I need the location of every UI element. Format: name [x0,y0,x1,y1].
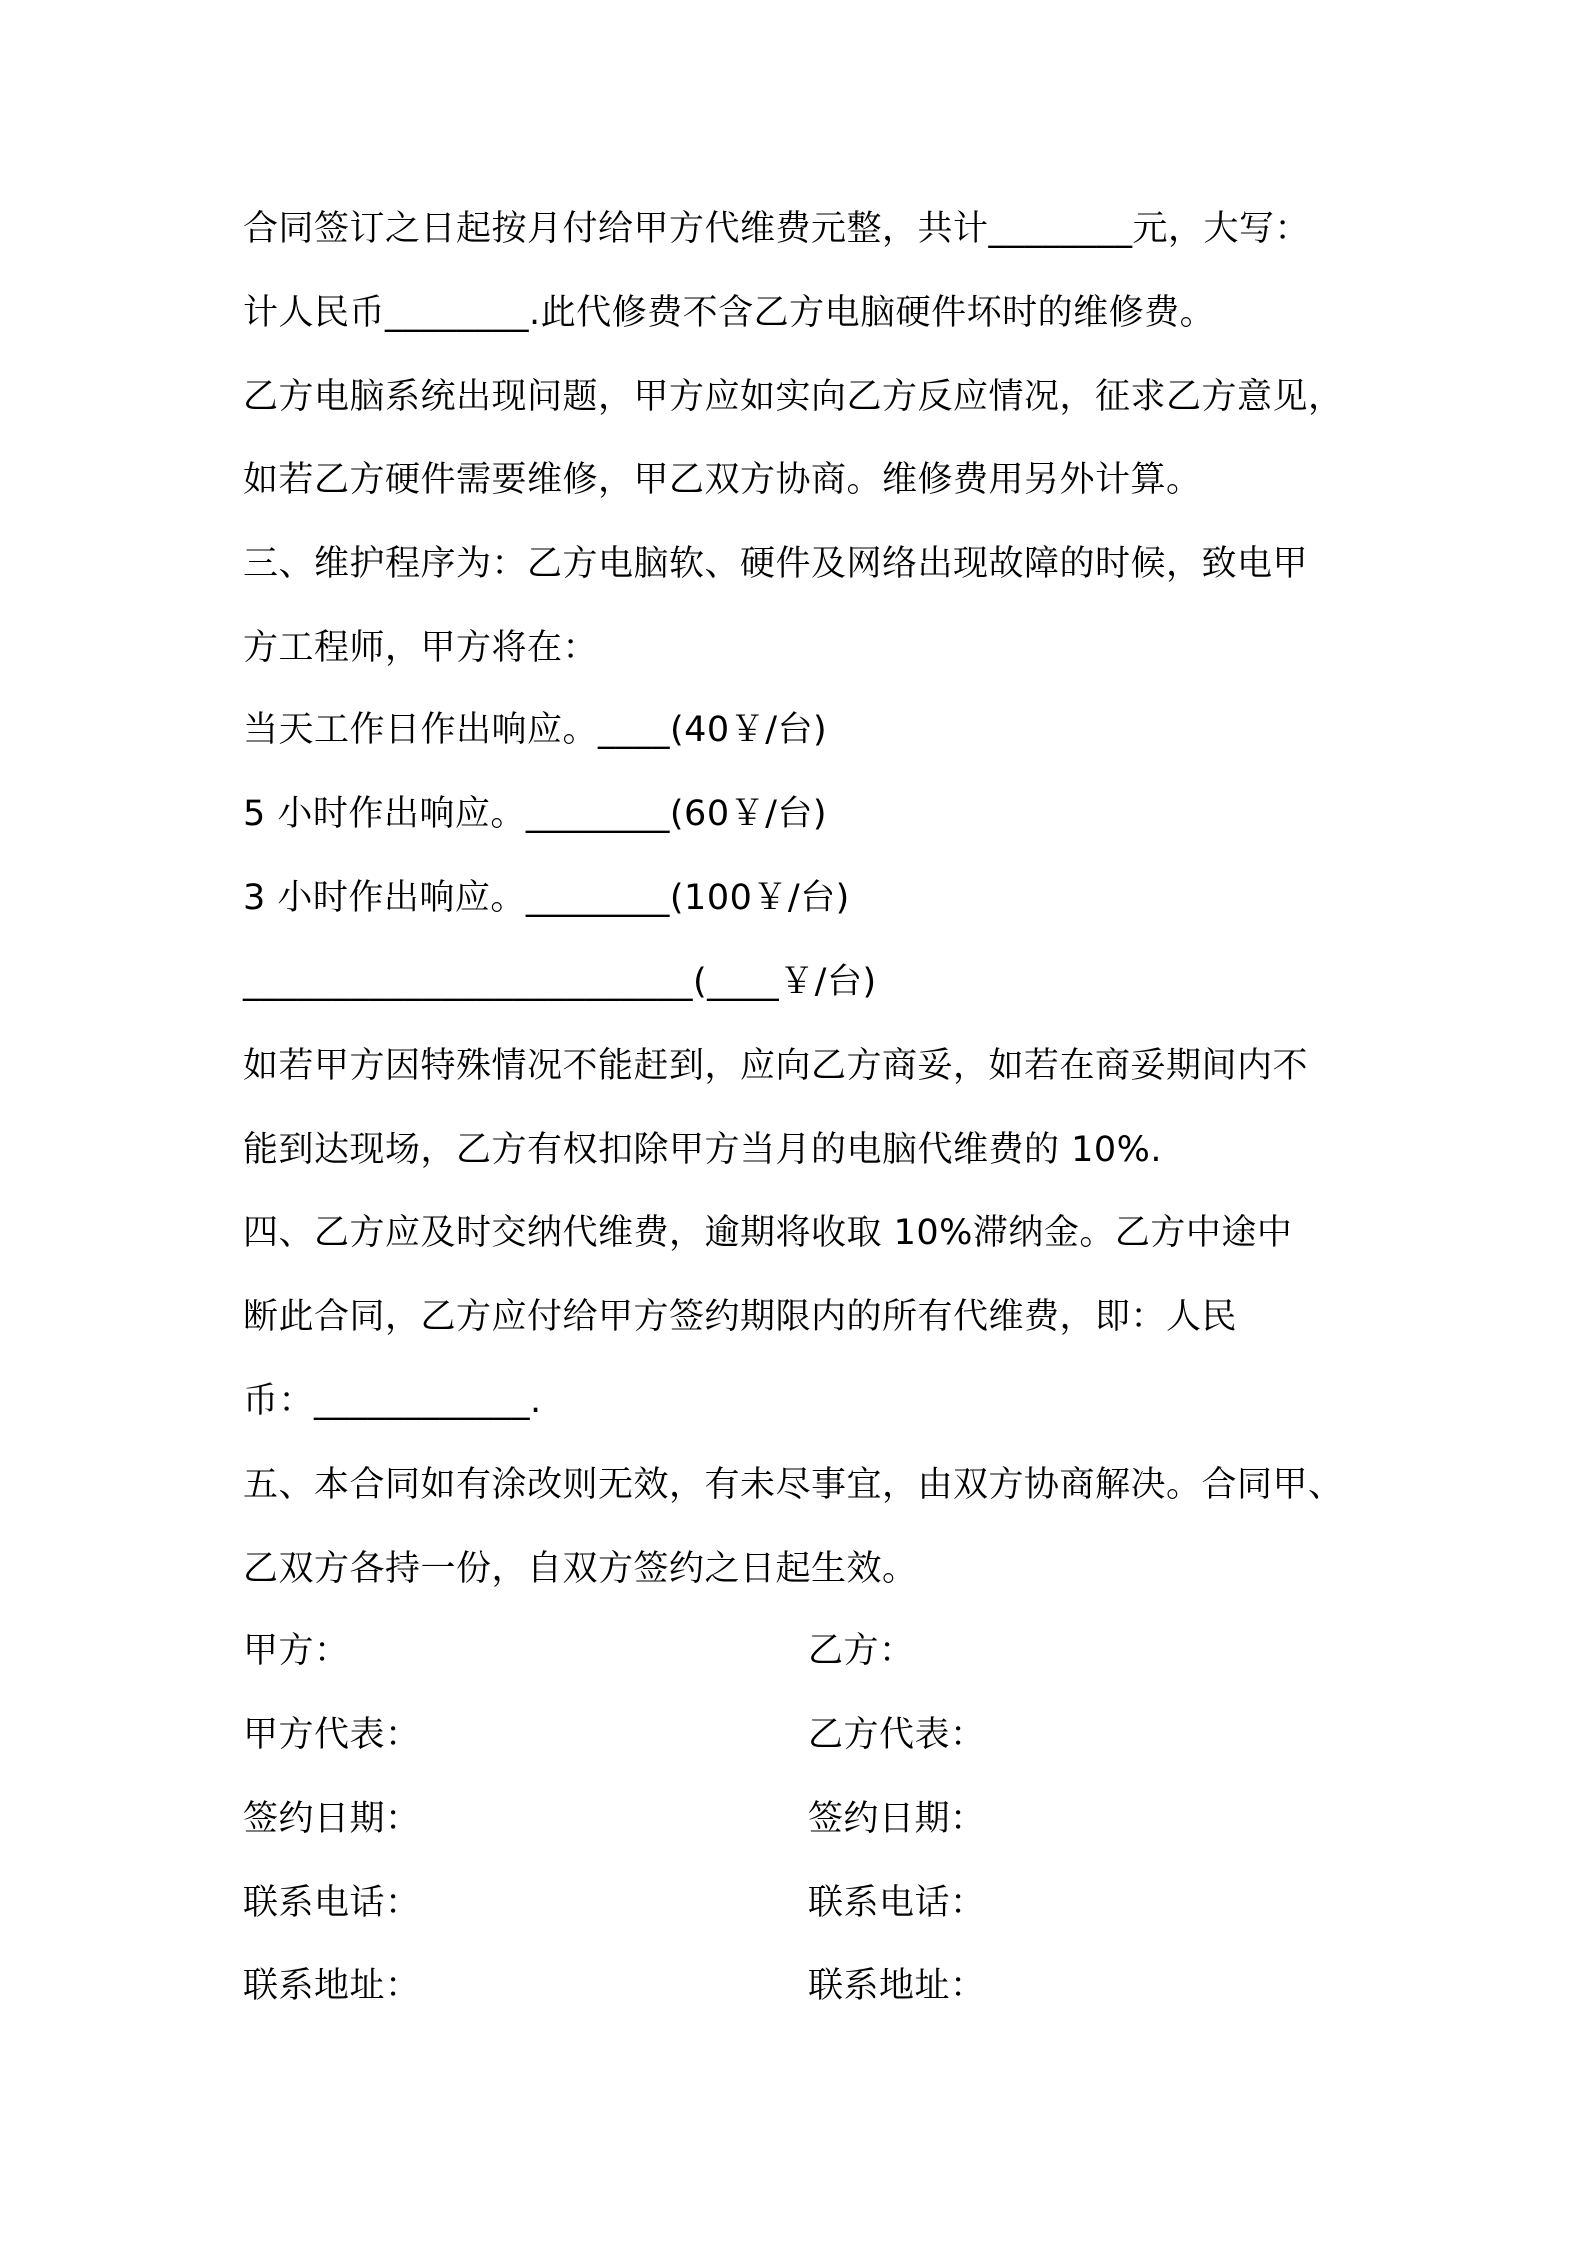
body-line-17: 乙双方各持一份，自双方签约之日起生效。 [243,1549,918,1589]
signature-party-b-representative: 乙方代表： [808,1715,986,1755]
body-line-1: 合同签订之日起按月付给甲方代维费元整，共计________元，大写： [243,209,1311,249]
signature-party-b-phone: 联系电话： [808,1883,986,1923]
signature-party-a-phone: 联系电话： [243,1883,421,1923]
body-line-13: 四、乙方应及时交纳代维费，逾期将收取 10%滞纳金。乙方中途中 [243,1213,1293,1253]
body-line-5: 三、维护程序为：乙方电脑软、硬件及网络出现故障的时候，致电甲 [243,544,1309,584]
body-line-6: 方工程师，甲方将在： [243,628,599,668]
signature-party-a-representative: 甲方代表： [243,1715,421,1755]
body-line-10: _________________________(____￥/台) [243,962,877,1002]
signature-party-b: 乙方： [808,1631,915,1671]
body-line-12: 能到达现场，乙方有权扣除甲方当月的电脑代维费的 10%. [243,1130,1163,1170]
body-line-2: 计人民币________.此代修费不含乙方电脑硬件坏时的维修费。 [243,293,1216,333]
body-line-14: 断此合同，乙方应付给甲方签约期限内的所有代维费，即：人民 [243,1297,1238,1337]
body-line-4: 如若乙方硬件需要维修，甲乙双方协商。维修费用另外计算。 [243,460,1202,500]
body-line-8: 5 小时作出响应。________(60￥/台) [243,794,828,834]
signature-party-a: 甲方： [243,1631,350,1671]
signature-party-b-address: 联系地址： [808,1966,986,2006]
signature-party-a-date: 签约日期： [243,1799,421,1839]
body-line-11: 如若甲方因特殊情况不能赶到，应向乙方商妥，如若在商妥期间内不 [243,1046,1309,1086]
body-line-7: 当天工作日作出响应。____(40￥/台) [243,710,828,750]
signature-party-b-date: 签约日期： [808,1799,986,1839]
body-line-15: 币：____________. [243,1381,542,1421]
body-line-3: 乙方电脑系统出现问题，甲方应如实向乙方反应情况，征求乙方意见， [243,377,1344,417]
body-line-9: 3 小时作出响应。________(100￥/台) [243,878,850,918]
signature-party-a-address: 联系地址： [243,1966,421,2006]
body-line-16: 五、本合同如有涂改则无效，有未尽事宜，由双方协商解决。合同甲、 [243,1465,1344,1505]
